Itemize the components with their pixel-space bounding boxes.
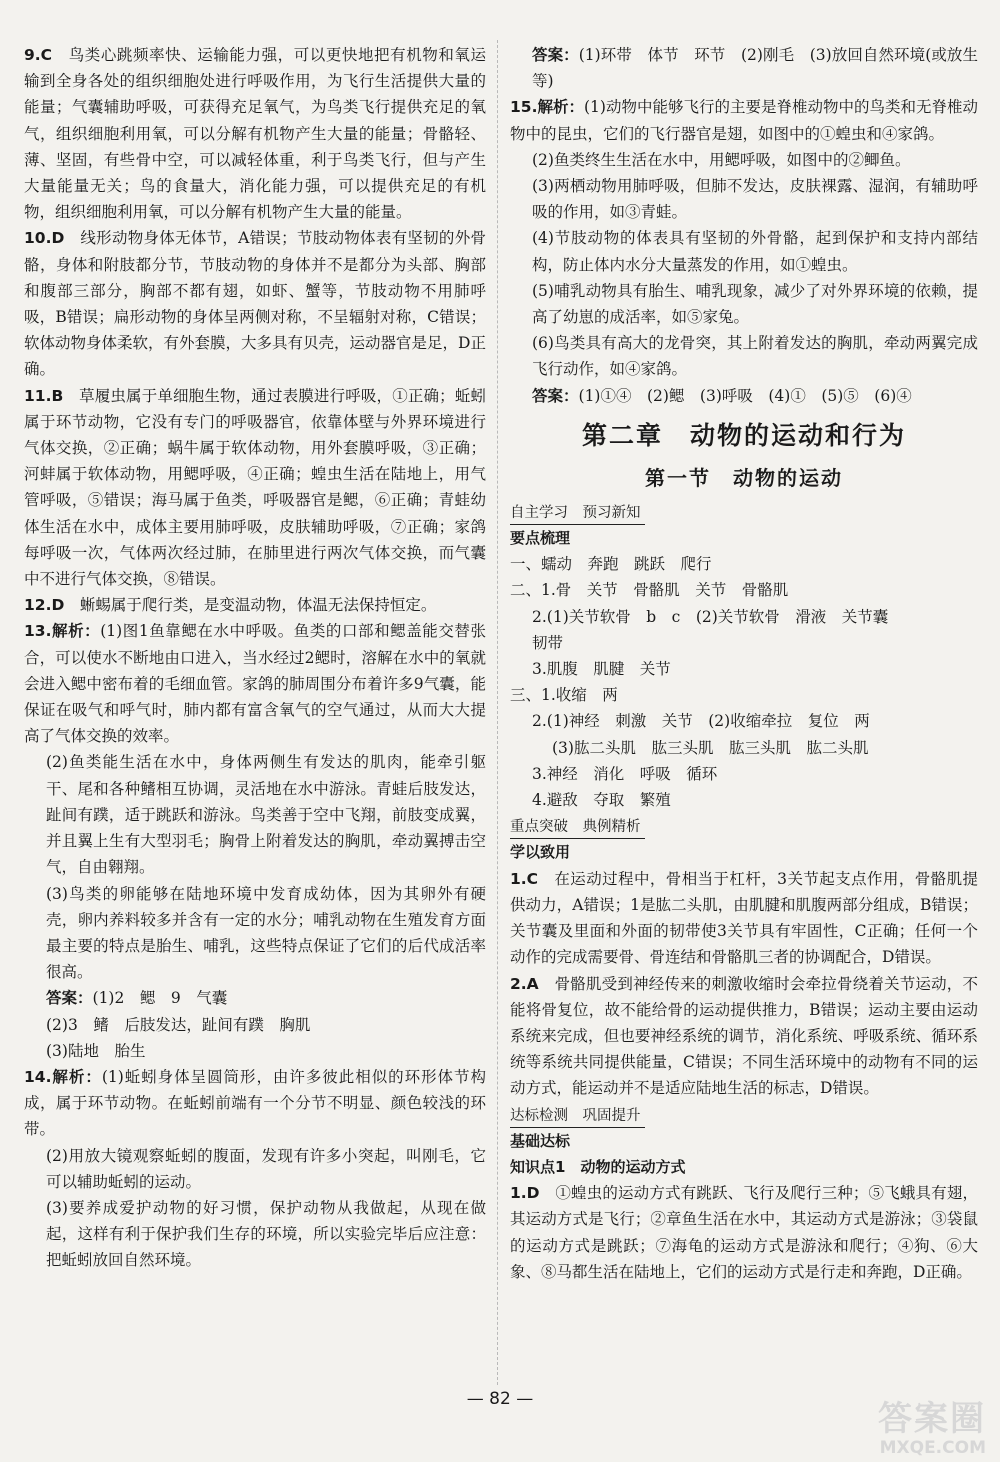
question-number: 14. [24, 1067, 52, 1086]
section-title: 第一节 动物的运动 [645, 465, 843, 490]
question-number: 12.D [24, 596, 65, 615]
explanation-text: 在运动过程中，骨相当于杠杆，3关节起支点作用，骨骼肌提供动力，A错误；1是肱二头肌，由肌腱和肌腹两部分组成，B错误；关节囊及里面和外面的韧带使3关节具有牢固性，C正确；任何一个动作的完成需要骨、骨连结和骨骼肌三者的协调配合，D错误。 [510, 869, 978, 967]
answer-text: (1)2 鳃 9 气囊 [92, 989, 228, 1008]
answer-label: 答案： [46, 989, 93, 1008]
question-number: 13. [24, 622, 52, 641]
answer-q15 [510, 94, 978, 408]
subheading: 学以致用 [510, 843, 571, 862]
right-column [510, 42, 978, 1285]
answer-q13 [24, 618, 486, 1063]
question-number: 11.B [24, 386, 64, 405]
key-point-line: 一、蠕动 奔跑 跳跃 爬行 [510, 555, 712, 574]
key-point-line: 三、1.收缩 两 [510, 686, 618, 705]
analysis-paragraph [510, 94, 978, 146]
section-banner: 自主学习 预习新知 [510, 502, 645, 525]
key-point-line: 2.(1)神经 刺激 关节 (2)收缩牵拉 复位 两 [532, 712, 870, 731]
question-number: 9.C [24, 46, 53, 64]
answer-line [510, 383, 978, 409]
analysis-paragraph: (2)鱼类能生活在水中，身体两侧生有发达的肌肉，能牵引躯干、尾和各种鳍相互协调，灵活地在水中游泳。青蛙后肢发达，趾间有蹼，适于跳跃和游泳。鸟类善于空中飞翔，前肢变成翼，并且翼上生有大型羽毛；胸骨上附着发达的胸肌，牵动翼搏击空气，自由翱翔。 [46, 753, 486, 877]
answer-q10 [24, 225, 486, 382]
exercise-answer [510, 1180, 978, 1285]
knowledge-point-heading [510, 1154, 978, 1180]
explanation-text: ①蝗虫的运动方式有跳跃、飞行及爬行三种；⑤飞蛾具有翅，其运动方式是飞行；②章鱼生活在水中，其运动方式是游泳；③袋鼠的运动方式是跳跃；⑦海龟的运动方式是游泳和爬行；④狗、⑥大象、⑧马都生活在陆地上，它们的运动方式是行走和奔跑，D正确。 [510, 1184, 978, 1281]
analysis-text: (1)蚯蚓身体呈圆筒形，由许多彼此相似的环形体节构成，属于环节动物。在蚯蚓前端有一个分节不明显、颜色较浅的环带。 [24, 1067, 486, 1139]
watermark-text: 答案圈 [878, 1399, 986, 1439]
answer-q11 [24, 383, 486, 593]
analysis-paragraph [24, 1064, 486, 1143]
answer-q14 [24, 1064, 486, 1274]
watermark-logo [806, 1400, 986, 1458]
analysis-paragraph: (4)节肢动物的体表具有坚韧的外骨骼，起到保护和支持内部结构，防止体内水分大量蒸发的作用，如①蝗虫。 [532, 229, 978, 274]
answer-label: 答案： [532, 46, 579, 64]
question-number: 2.A [510, 974, 539, 993]
question-number: 1.C [510, 869, 539, 888]
subheading: 要点梳理 [510, 529, 571, 548]
analysis-paragraph: (3)要养成爱护动物的好习惯，保护动物从我做起，从现在做起，这样有利于保护我们生存的环境，所以实验完毕后应注意：把蚯蚓放回自然环境。 [46, 1198, 486, 1270]
explanation-text: 草履虫属于单细胞生物，通过表膜进行呼吸，①正确；蚯蚓属于环节动物，它没有专门的呼吸器官，依靠体壁与外界环境进行气体交换，②正确；蜗牛属于软体动物，用外套膜呼吸，③正确；河蚌属于软体动物，用鳃呼吸，④正确；蝗虫生活在陆地上，用气管呼吸，⑤错误；海马属于鱼类，呼吸器官是鳃，⑥正确；青蛙幼体生活在水中，成体主要用肺呼吸，皮肤辅助呼吸，⑦正确；家鸽每呼吸一次，气体两次经过肺，在肺里进行两次气体交换，而气囊中不进行气体交换，⑧错误。 [24, 386, 486, 589]
analysis-label: 解析： [51, 1067, 102, 1086]
column-divider [497, 40, 498, 1385]
question-number: 1.D [510, 1184, 540, 1203]
watermark-url: MXQE.COM [879, 1438, 986, 1458]
explanation-text: 鸟类心跳频率快、运输能力强，可以更快地把有机物和氧运输到全身各处的组织细胞处进行呼吸作用，为飞行生活提供大量的能量；气囊辅助呼吸，可获得充足氧气，为鸟类飞行提供充足的氧气，组织细胞利用氧，可以分解有机物产生大量的能量；骨骼轻、薄、坚固，有些骨中空，可以减轻体重，利于鸟类飞行，但与产生大量能量无关；鸟的食量大，消化能力强，可以提供充足的有机物，组织细胞利用氧，可以分解有机物产生大量的能量。 [24, 46, 486, 222]
example-answer [510, 866, 978, 971]
answer-q14-answer [510, 42, 978, 94]
section-banner: 重点突破 典例精析 [510, 816, 645, 839]
answer-text: (1)①④ (2)鳃 (3)呼吸 (4)① (5)⑤ (6)④ [578, 386, 912, 405]
key-point-line: 2.(1)关节软骨 b c (2)关节软骨 滑液 关节囊 [532, 607, 889, 626]
analysis-paragraph: (5)哺乳动物具有胎生、哺乳现象，减少了对外界环境的依赖，提高了幼崽的成活率，如⑤家兔。 [532, 281, 978, 327]
explanation-text: 骨骼肌受到神经传来的刺激收缩时会牵拉骨绕着关节运动，不能将骨复位，故不能给骨的运动提供推力，B错误；运动主要由运动系统来完成，但也要神经系统的调节，消化系统、呼吸系统、循环系统等系统共同提供能量，C错误；不同生活环境中的动物有不同的运动方式，能运动并不是适应陆地生活的标志，D错误。 [510, 974, 978, 1098]
answer-q9 [24, 42, 486, 225]
analysis-label: 解析： [537, 98, 584, 117]
answer-text: (1)环带 体节 环节 (2)刚毛 (3)放回自然环境(或放生等) [532, 46, 978, 91]
subheading: 基础达标 [510, 1131, 571, 1150]
question-number: 15. [510, 98, 538, 117]
analysis-paragraph: (2)用放大镜观察蚯蚓的腹面，发现有许多小突起，叫刚毛，它可以辅助蚯蚓的运动。 [46, 1146, 486, 1191]
key-point-line: 3.肌腹 肌腱 关节 [532, 660, 671, 679]
page-number: — 82 — [466, 1389, 534, 1409]
answer-line: (2)3 鳍 后肢发达，趾间有蹼 胸肌 [46, 1015, 311, 1034]
question-number: 10.D [24, 229, 65, 248]
analysis-paragraph: (3)两栖动物用肺呼吸，但肺不发达，皮肤裸露、湿润，有辅助呼吸的作用，如③青蛙。 [532, 177, 978, 222]
chapter-title: 第二章 动物的运动和行为 [581, 420, 906, 450]
example-answer [510, 971, 978, 1102]
analysis-paragraph: (6)鸟类具有高大的龙骨突，其上附着发达的胸肌，牵动两翼完成飞行动作，如④家鸽。 [532, 334, 978, 379]
answer-q12 [24, 592, 486, 618]
left-column [24, 42, 486, 1274]
explanation-text: 蜥蜴属于爬行类，是变温动物，体温无法保持恒定。 [79, 596, 437, 615]
key-point-line: (3)肱二头肌 肱三头肌 肱三头肌 肱二头肌 [552, 738, 869, 757]
answer-line [24, 985, 486, 1011]
knowledge-point-label: 知识点1 [510, 1157, 566, 1176]
analysis-paragraph: (3)鸟类的卵能够在陆地环境中发育成幼体，因为其卵外有硬壳，卵内养料较多并含有一定的水分；哺乳动物在生殖发育方面最主要的特点是胎生、哺乳，这些特点保证了它们的后代成活率很高。 [46, 884, 486, 982]
analysis-paragraph [24, 618, 486, 749]
key-point-line: 4.避敌 夺取 繁殖 [532, 791, 671, 810]
answer-label: 答案： [532, 386, 579, 405]
explanation-text: 线形动物身体无体节，A错误；节肢动物体表有坚韧的外骨骼，身体和附肢都分节，节肢动物的身体并不是都分为头部、胸部和腹部三部分，胸部不都有翅，如虾、蟹等，节肢动物不用肺呼吸，B错误；扁形动物的身体呈两侧对称，不呈辐射对称，C错误；软体动物身体柔软，有外套膜，大多具有贝壳，运动器官是足，D正确。 [24, 229, 486, 379]
answer-line: (3)陆地 胎生 [46, 1041, 146, 1060]
analysis-paragraph: (2)鱼类终生生活在水中，用鳃呼吸，如图中的②鲫鱼。 [532, 150, 911, 169]
knowledge-point-title: 动物的运动方式 [580, 1157, 686, 1176]
analysis-text: (1)图1鱼靠鳃在水中呼吸。鱼类的口部和鳃盖能交替张合，可以使水不断地由口进入，当水经过2鳃时，溶解在水中的氧就会进入鳃中密布着的毛细血管。家鸽的肺周围分布着许多9气囊，能保证在吸气和呼气时，肺内都有富含氧气的空气通过，从而大大提高了气体交换的效率。 [24, 622, 486, 746]
analysis-text: (1)动物中能够飞行的主要是脊椎动物中的鸟类和无脊椎动物中的昆虫，它们的飞行器官是翅，如图中的①蝗虫和④家鸽。 [510, 98, 978, 143]
key-point-line: 二、1.骨 关节 骨骼肌 关节 骨骼肌 [510, 581, 789, 600]
key-point-line: 3.神经 消化 呼吸 循环 [532, 764, 718, 783]
analysis-label: 解析： [51, 622, 101, 641]
key-point-line: 韧带 [532, 633, 564, 652]
section-banner: 达标检测 巩固提升 [510, 1105, 645, 1128]
